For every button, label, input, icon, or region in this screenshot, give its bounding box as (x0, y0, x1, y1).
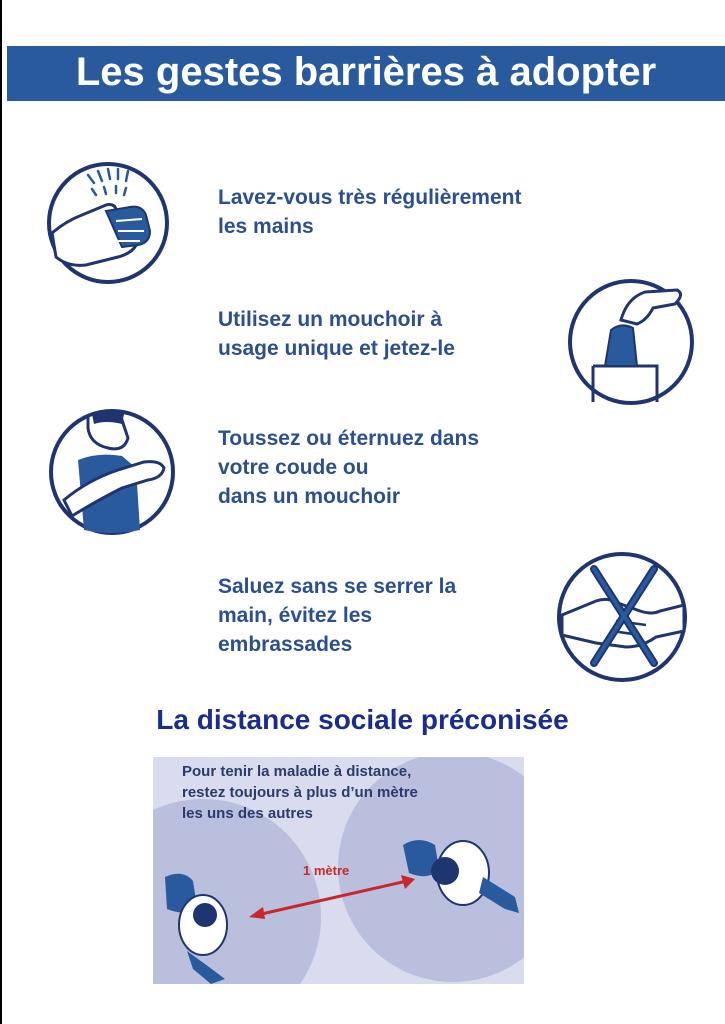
gesture-text-handwashing: Lavez-vous très régulièrement les mains (218, 186, 522, 238)
no-handshake-icon (556, 551, 688, 683)
distance-section-title: La distance sociale préconisée (156, 704, 569, 735)
meter-label: 1 mètre (303, 863, 350, 878)
gesture-text-greeting: Saluez sans se serrer la main, évitez les embrassades (218, 575, 457, 656)
gesture-text-cough: Toussez ou éternuez dans votre coude ou dans un mouchoir (218, 427, 479, 508)
page-left-rule (0, 0, 2, 1024)
handwashing-icon (46, 161, 170, 285)
cough-elbow-icon (48, 408, 176, 536)
page-title: Les gestes barrières à adopter (7, 46, 725, 101)
tissue-bin-icon (567, 278, 695, 406)
gesture-text-tissue: Utilisez un mouchoir à usage unique et jetez-le (218, 308, 455, 360)
distance-instruction: Pour tenir la maladie à distance, restez toujours à plus d’un mètre les uns des autres (182, 763, 418, 822)
social-distance-panel (153, 757, 524, 984)
